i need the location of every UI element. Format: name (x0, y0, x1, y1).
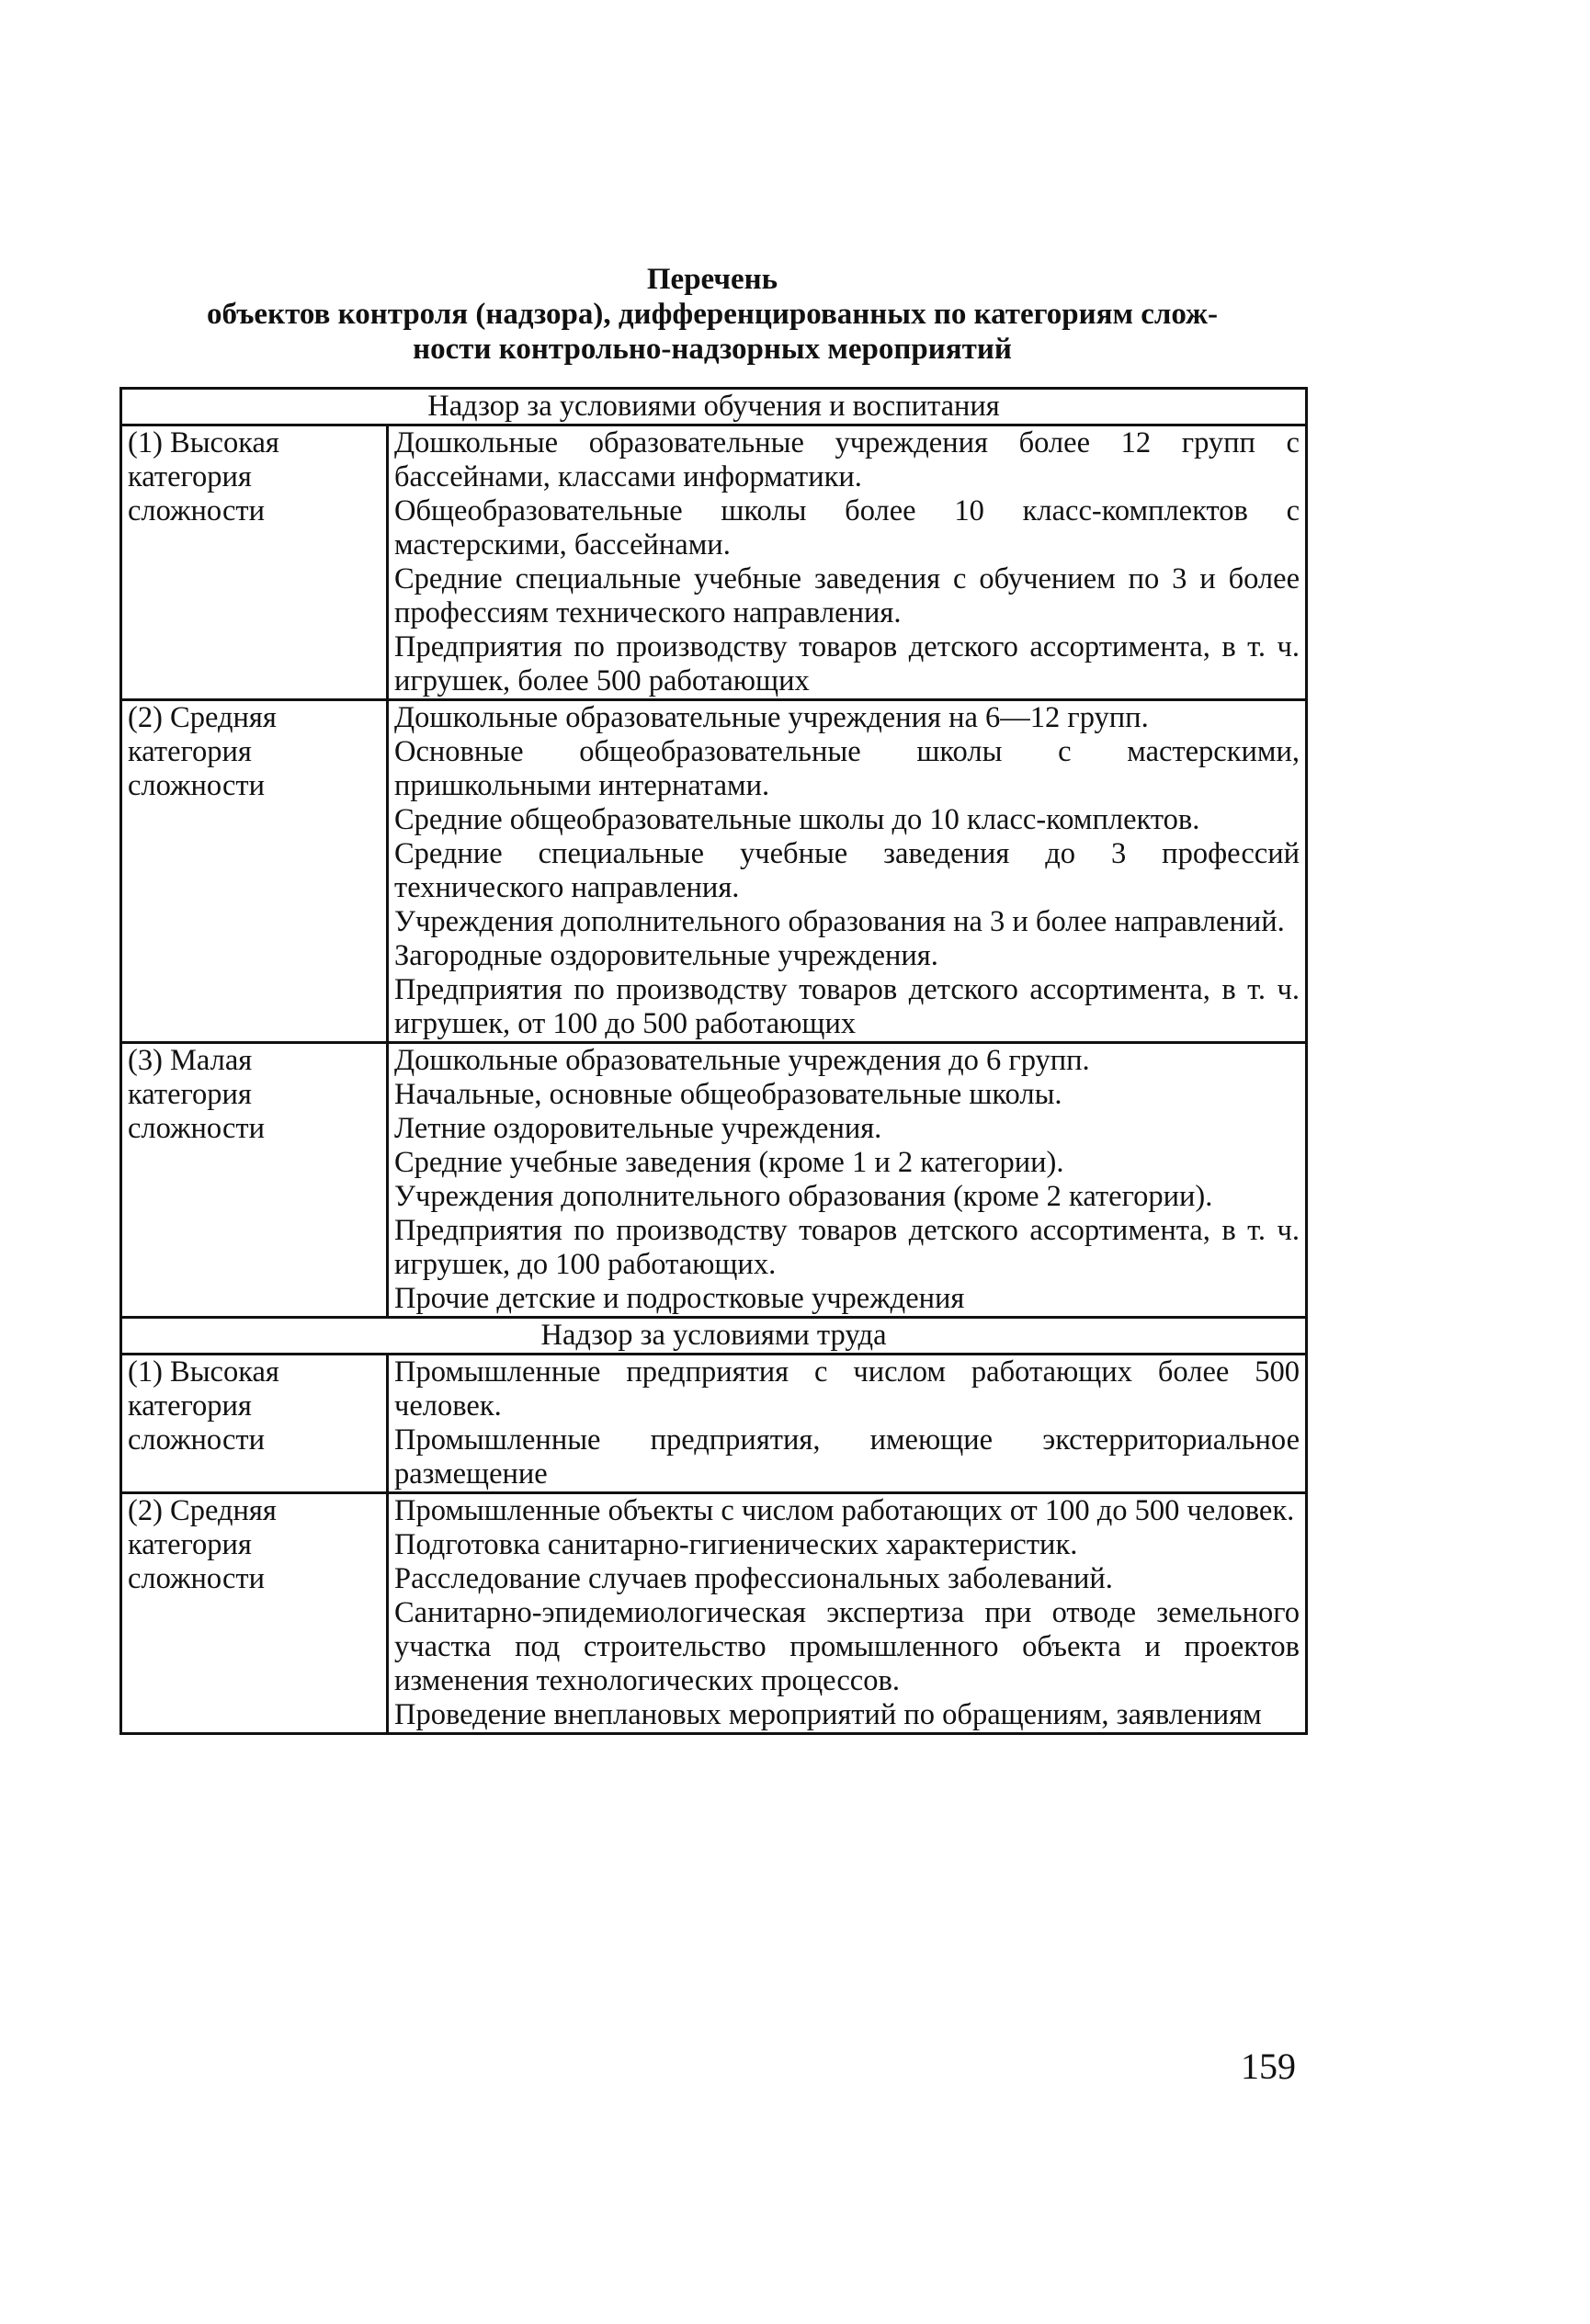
table-row (121, 700, 1307, 1043)
category-label-line: (3) Малая (128, 1044, 253, 1077)
object-item: Средние учебные заведения (кроме 1 и 2 категории). (394, 1146, 1064, 1179)
section-header-row (121, 1318, 1307, 1355)
category-label-line: категория (128, 1389, 252, 1423)
category-label-line: (1) Высокая (128, 1355, 279, 1389)
category-label-line: (1) Высокая (128, 426, 279, 459)
object-item: Учреждения дополнительного образования (кроме 2 категории). (394, 1180, 1213, 1213)
category-cell (121, 1043, 388, 1318)
table-row (121, 1043, 1307, 1318)
object-item: Средние специальные учебные заведения с обучением по 3 и более профессиям технического направления. (394, 562, 1300, 629)
object-item: Промышленные объекты с числом работающих от 100 до 500 человек. (394, 1494, 1295, 1527)
object-item: Промышленные предприятия, имеющие экстерриториальное размещение (394, 1423, 1300, 1491)
category-label-line: категория (128, 1528, 252, 1561)
section-heading: Надзор за условиями труда (121, 1318, 1307, 1355)
title-line-1: Перечень (646, 263, 778, 296)
object-item: Общеобразовательные школы более 10 класс-комплектов с мастерскими, бассейнами. (394, 494, 1300, 561)
object-item: Летние оздоровительные учреждения. (394, 1112, 882, 1145)
objects-cell (388, 425, 1307, 700)
object-item: Дошкольные образовательные учреждения более 12 групп с бассейнами, классами информатики. (394, 426, 1300, 493)
object-item: Промышленные предприятия с числом работающих более 500 человек. (394, 1355, 1300, 1423)
category-label-line: сложности (128, 769, 266, 802)
category-cell (121, 1493, 388, 1734)
object-item: Проведение внеплановых мероприятий по обращениям, заявлениям (394, 1698, 1262, 1731)
section-header-row (121, 389, 1307, 425)
object-item: Предприятия по производству товаров детского ассортимента, в т. ч. игрушек, более 500 работающих (394, 630, 1300, 697)
category-label-line: (2) Средняя (128, 701, 277, 734)
object-item: Предприятия по производству товаров детского ассортимента, в т. ч. игрушек, до 100 работающих. (394, 1214, 1300, 1281)
category-cell (121, 1355, 388, 1493)
title-line-3: ности контрольно-надзорных мероприятий (413, 333, 1012, 366)
title-line-2: объектов контроля (надзора), дифференцированных по категориям слож- (207, 298, 1218, 331)
document-title (119, 262, 1305, 367)
object-item: Санитарно-эпидемиологическая экспертиза при отводе земельного участка под строительство промышленного объекта и проектов изменения технологических процессов. (394, 1596, 1300, 1697)
category-label-line: категория (128, 460, 252, 493)
category-cell (121, 425, 388, 700)
object-item: Предприятия по производству товаров детского ассортимента, в т. ч. игрушек, от 100 до 500 работающих (394, 973, 1300, 1040)
category-label-line: сложности (128, 1562, 266, 1595)
table-row (121, 1355, 1307, 1493)
object-item: Расследование случаев профессиональных заболеваний. (394, 1562, 1113, 1595)
object-item: Подготовка санитарно-гигиенических характеристик. (394, 1528, 1078, 1561)
objects-cell (388, 1355, 1307, 1493)
objects-table (119, 387, 1308, 1735)
object-item: Основные общеобразовательные школы с мастерскими, пришкольными интернатами. (394, 735, 1300, 802)
object-item: Загородные оздоровительные учреждения. (394, 939, 938, 972)
category-cell (121, 700, 388, 1043)
object-item: Средние специальные учебные заведения до 3 профессий технического направления. (394, 837, 1300, 904)
category-label-line: сложности (128, 1112, 266, 1145)
object-item: Дошкольные образовательные учреждения на 6—12 групп. (394, 701, 1149, 734)
category-label-line: сложности (128, 1423, 266, 1457)
object-item: Начальные, основные общеобразовательные школы. (394, 1078, 1062, 1111)
category-label-line: категория (128, 735, 252, 768)
object-item: Учреждения дополнительного образования на 3 и более направлений. (394, 905, 1285, 938)
object-item: Средние общеобразовательные школы до 10 класс-комплектов. (394, 803, 1200, 836)
object-item: Дошкольные образовательные учреждения до 6 групп. (394, 1044, 1090, 1077)
table-row (121, 1493, 1307, 1734)
category-label-line: сложности (128, 494, 266, 527)
category-label-line: категория (128, 1078, 252, 1111)
objects-cell (388, 1493, 1307, 1734)
objects-cell (388, 1043, 1307, 1318)
category-label-line: (2) Средняя (128, 1494, 277, 1527)
object-item: Прочие детские и подростковые учреждения (394, 1282, 965, 1315)
objects-cell (388, 700, 1307, 1043)
table-row (121, 425, 1307, 700)
page-number: 159 (1241, 2046, 1296, 2087)
section-heading: Надзор за условиями обучения и воспитания (121, 389, 1307, 425)
